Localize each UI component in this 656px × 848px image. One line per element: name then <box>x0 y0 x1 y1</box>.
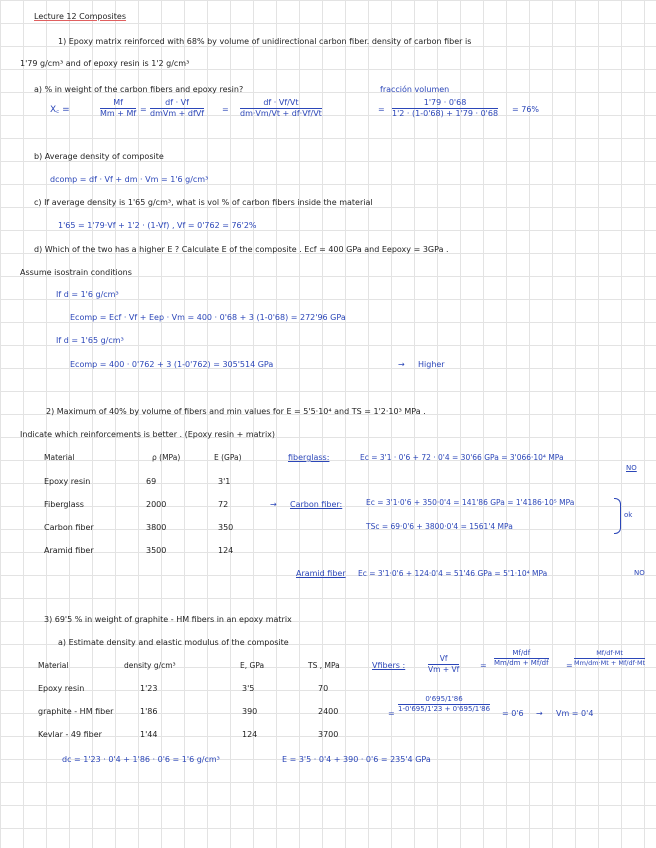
table-row: Fiberglass <box>44 500 84 509</box>
volume-fraction-note: fracción volumen <box>380 85 450 94</box>
composite-density-equation: dc = 1'23 · 0'4 + 1'86 · 0'6 = 1'6 g/cm³ <box>62 755 220 764</box>
weight-percent-result: = 76% <box>512 105 540 114</box>
vfibers-label: Vfibers : <box>372 661 406 670</box>
table-header-material: Material <box>38 661 69 670</box>
fraction-mass: Mf Mm + Mf <box>100 98 137 119</box>
table-header-e: E (GPa) <box>214 453 242 462</box>
table-row: Kevlar - 49 fiber <box>38 730 102 739</box>
brace-icon <box>614 498 621 534</box>
table-row: Epoxy resin <box>44 477 91 486</box>
table-header-ts: ρ (MPa) <box>152 453 181 462</box>
problem-2-instruction: Indicate which reinforcements is better . (Epoxy resin + matrix) <box>20 430 276 439</box>
vfibers-fraction-2: Mf/df Mm/dm + Mf/df <box>494 649 549 668</box>
table-header-density: density g/cm³ <box>124 661 176 670</box>
xc-label: X꜀ = <box>50 105 70 115</box>
vfibers-fraction-3: Mf/df·Mt Mm/dm·Mt + Mf/df·Mt <box>574 649 646 667</box>
question-1b: b) Average density of composite <box>34 152 164 161</box>
aramid-no: NO <box>634 569 645 577</box>
aramid-label: Aramid fiber <box>296 569 346 578</box>
fiberglass-equation: Ec = 3'1 · 0'6 + 72 · 0'4 = 30'66 GPa = 3'066·10⁴ MPa <box>360 453 564 462</box>
vfibers-fraction-1: Vf Vm + Vf <box>428 654 460 674</box>
arrow-icon: → <box>270 500 277 509</box>
fraction-density-volume: df · Vf dmVm + dfVf <box>150 98 205 119</box>
table-row: Aramid fiber <box>44 546 94 555</box>
question-1c: c) If average density is 1'65 g/cm³, what is vol % of carbon fibers inside the material <box>34 198 373 207</box>
density-case-1: If d = 1'6 g/cm³ <box>56 290 119 299</box>
arrow-icon: → <box>398 360 405 369</box>
average-density-equation: dcomp = df · Vf + dm · Vm = 1'6 g/cm³ <box>50 175 209 184</box>
fraction-normalized: df · Vf/Vt dm·Vm/Vt + df·Vf/Vt <box>240 98 322 119</box>
question-3a: a) Estimate density and elastic modulus of the composite <box>58 638 289 647</box>
modulus-case-1: Ecomp = Ecf · Vf + Eep · Vm = 400 · 0'68 + 3 (1-0'68) = 272'96 GPa <box>70 313 346 322</box>
table-header-e: E, GPa <box>240 661 265 670</box>
volume-fraction-equation: 1'65 = 1'79·Vf + 1'2 · (1-Vf) , Vf = 0'762 = 76'2% <box>58 221 257 230</box>
table-row: Epoxy resin <box>38 684 85 693</box>
fiberglass-label: fiberglass: <box>288 453 330 462</box>
fraction-numeric: 1'79 · 0'68 1'2 · (1-0'68) + 1'79 · 0'68 <box>392 98 499 119</box>
fiberglass-no: NO <box>626 464 637 472</box>
arrow-icon: → <box>536 709 543 718</box>
vmatrix-result: Vm = 0'4 <box>556 709 594 718</box>
aramid-equation: Ec = 3'1·0'6 + 124·0'4 = 51'46 GPa = 5'1·10⁴ MPa <box>358 569 548 578</box>
table-row: Carbon fiber <box>44 523 94 532</box>
higher-label: Higher <box>418 360 445 369</box>
carbon-ok: ok <box>624 511 633 519</box>
carbon-ts-equation: TSc = 69·0'6 + 3800·0'4 = 1561'4 MPa <box>366 522 513 531</box>
table-header-material: Material <box>44 453 75 462</box>
composite-modulus-equation: E = 3'5 · 0'4 + 390 · 0'6 = 235'4 GPa <box>282 755 431 764</box>
question-1a: a) % in weight of the carbon fibers and epoxy resin? <box>34 85 244 94</box>
isostrain-assumption: Assume isostrain conditions <box>20 268 132 277</box>
vfibers-result: = 0'6 <box>502 709 524 718</box>
carbon-modulus-equation: Ec = 3'1·0'6 + 350·0'4 = 141'86 GPa = 1'4186·10⁵ MPa <box>366 498 575 507</box>
density-case-2: If d = 1'65 g/cm³ <box>56 336 124 345</box>
problem-2-statement: 2) Maximum of 40% by volume of fibers and min values for E = 5'5·10⁴ and TS = 1'2·10³ MPa . <box>46 407 426 416</box>
problem-1-statement-cont: 1'79 g/cm³ and of epoxy resin is 1'2 g/cm³ <box>20 59 190 68</box>
table-header-ts: TS , MPa <box>308 661 340 670</box>
page-title: Lecture 12 Composites <box>34 12 127 21</box>
problem-3-statement: 3) 69'5 % in weight of graphite - HM fibers in an epoxy matrix <box>44 615 292 624</box>
question-1d: d) Which of the two has a higher E ? Calculate E of the composite . Ecf = 400 GPa and Eepoxy = 3GPa . <box>34 245 449 254</box>
table-row: graphite - HM fiber <box>38 707 114 716</box>
vfibers-fraction-4: 0'695/1'86 1-0'695/1'23 + 0'695/1'86 <box>398 695 491 714</box>
carbon-fiber-label: Carbon fiber: <box>290 500 343 509</box>
modulus-case-2: Ecomp = 400 · 0'762 + 3 (1-0'762) = 305'514 GPa <box>70 360 274 369</box>
problem-1-statement: 1) Epoxy matrix reinforced with 68% by volume of unidirectional carbon fiber. density of carbon fiber is <box>58 37 472 46</box>
